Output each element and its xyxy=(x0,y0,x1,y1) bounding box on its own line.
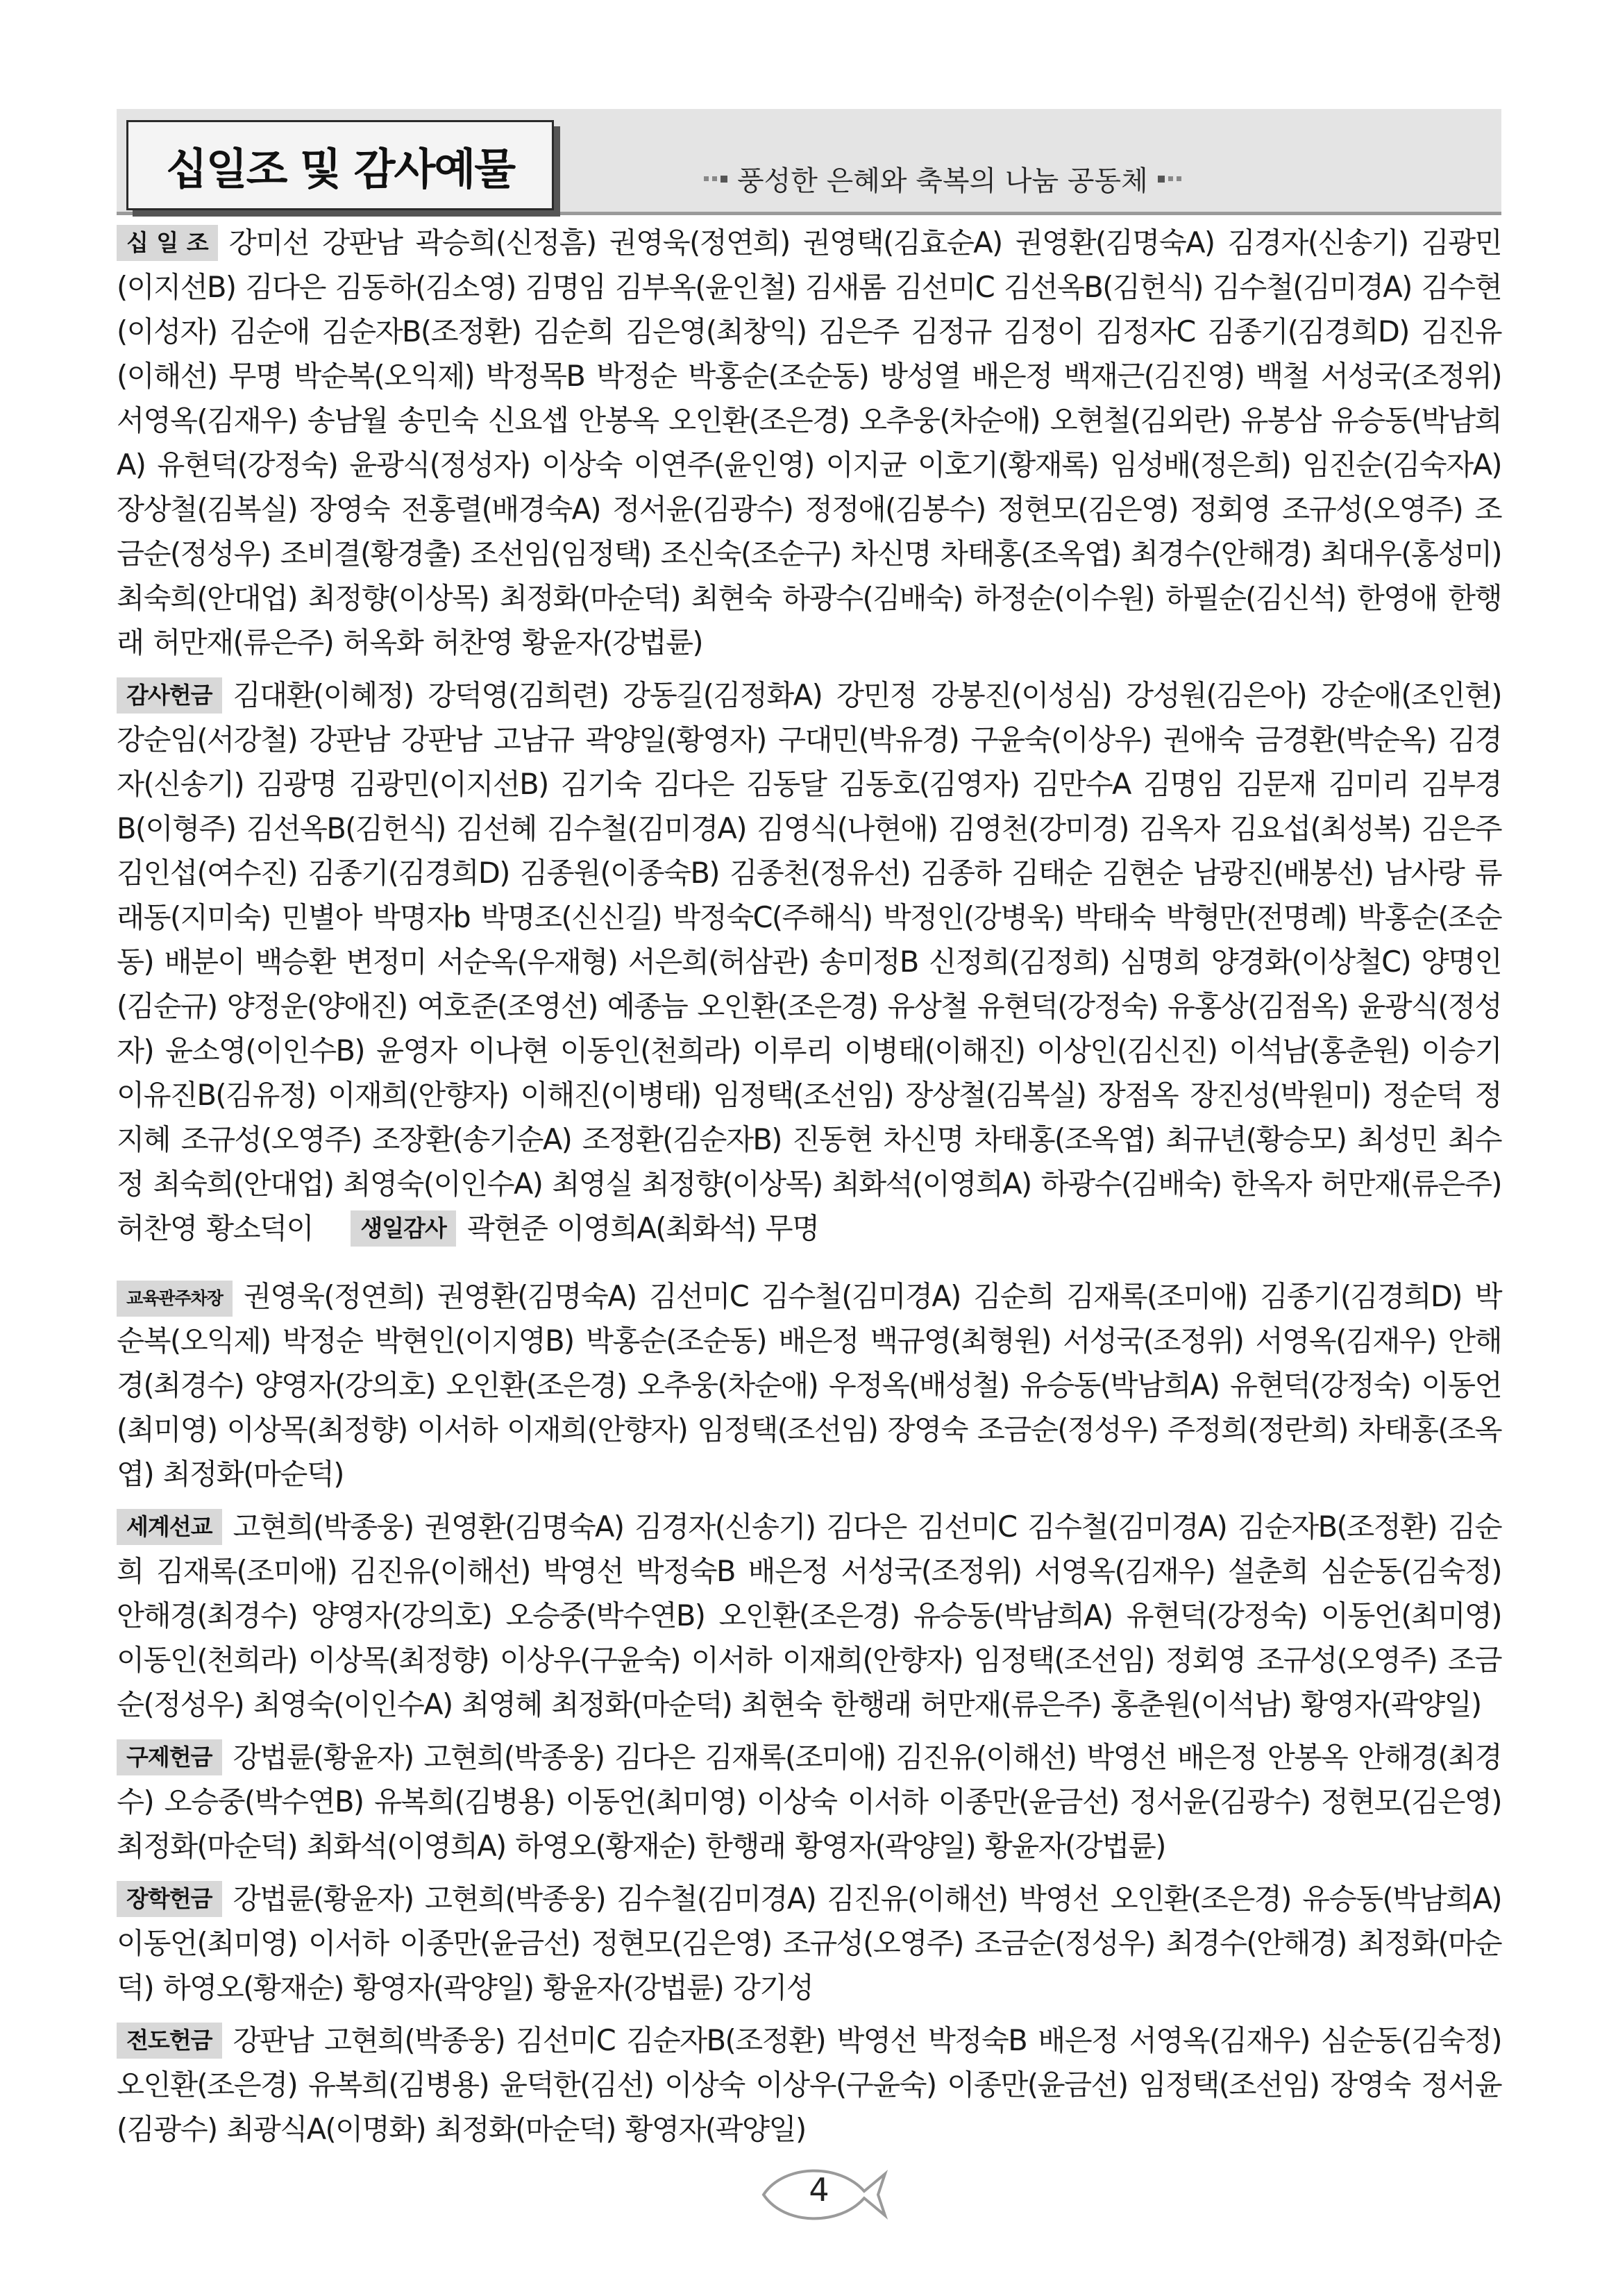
section-thanks xyxy=(117,673,1501,1251)
section-names: 강판남 고현희(박종웅) 김선미C 김순자B(조정환) 박영선 박정숙B 배은정 서영옥(김재우) 심순동(김숙정) 오인환(조은경) 유복희(김병용) 윤덕한(김선) 이상숙 이상우(구윤숙) 이종만(윤금선) 임정택(조선임) 장영숙 정서윤(김광수) 최광식A(이명화) 최정화(마순덕) 황영자(곽양일) xyxy=(117,2023,1501,2146)
page-title: 십일조 및 감사예물 xyxy=(165,143,515,194)
page-subtitle xyxy=(694,159,1191,199)
section-label: 교육관주차장 xyxy=(117,1281,233,1317)
offering-list xyxy=(117,221,1501,2152)
birthday-thanks-label: 생일감사 xyxy=(351,1210,456,1247)
section-scholarship xyxy=(117,1877,1501,2010)
left-dots-icon xyxy=(704,176,727,183)
section-label: 십 일 조 xyxy=(117,225,218,261)
right-dots-icon xyxy=(1158,176,1181,183)
section-label: 세계선교 xyxy=(117,1509,222,1545)
section-parking xyxy=(117,1274,1501,1496)
section-world-mission xyxy=(117,1505,1501,1727)
section-names: 강미선 강판남 곽승희(신정흠) 권영욱(정연희) 권영택(김효순A) 권영환(김명숙A) 김경자(신송기) 김광민(이지선B) 김다은 김동하(김소영) 김명임 김부옥(윤인철) 김새롬 김선미C 김선옥B(김헌식) 김수철(김미경A) 김수현(이성자) 김순애 김순자B(조정환) 김순희 김은영(최창익) 김은주 김정규 김정이 김정자C 김종기(김경희D) 김진유(이해선) 무명 박순복(오익제) 박정목B 박정순 박홍순(조순동) 방성열 배은정 백재근(김진영) 백철 서성국(조정위) 서영옥(김재우) 송남월 송민숙 신요셉 안봉옥 오인환(조은경) 오추웅(차순애) 오현철(김외란) 유봉삼 유승동(박남희A) 유현덕(강정숙) 윤광식(정성자) 이상숙 이연주(윤인영) 이지균 이호기(황재록) 임성배(정은희) 임진순(김숙자A) 장상철(김복실) 장영숙 전홍렬(배경숙A) 정서윤(김광수) 정정애(김봉수) 정현모(김은영) 정회영 조규성(오영주) 조금순(정성우) 조비결(황경출) 조선임(임정택) 조신숙(조순구) 차신명 차태홍(조옥엽) 최경수(안해경) 최대우(홍성미) 최숙희(안대업) 최정향(이상목) 최정화(마순덕) 최현숙 하광수(김배숙) 하정순(이수원) 하필순(김신석) 한영애 한행래 허만재(류은주) 허옥화 허찬영 황윤자(강법륜) xyxy=(117,226,1501,659)
section-label: 장학헌금 xyxy=(117,1881,222,1917)
page-footer xyxy=(750,2160,888,2229)
birthday-thanks-names: 곽현준 이영희A(최화석) 무명 xyxy=(466,1211,819,1245)
section-names: 권영욱(정연희) 권영환(김명숙A) 김선미C 김수철(김미경A) 김순희 김재록(조미애) 김종기(김경희D) 박순복(오익제) 박정순 박현인(이지영B) 박홍순(조순동) 배은정 백규영(최형원) 서성국(조정위) 서영옥(김재우) 안해경(최경수) 양영자(강의호) 오인환(조은경) 오추웅(차순애) 우정옥(배성철) 유승동(박남희A) 유현덕(강정숙) 이동언(최미영) 이상목(최정향) 이서하 이재희(안향자) 임정택(조선임) 장영숙 조금순(정성우) 주정희(정란희) 차태홍(조옥엽) 최정화(마순덕) xyxy=(117,1279,1501,1491)
section-names: 강법륜(황윤자) 고현희(박종웅) 김수철(김미경A) 김진유(이해선) 박영선 오인환(조은경) 유승동(박남희A) 이동언(최미영) 이서하 이종만(윤금선) 정현모(김은영) 조규성(오영주) 조금순(정성우) 최경수(안해경) 최정화(마순덕) 하영오(황재순) 황영자(곽양일) 황윤자(강법륜) 강기성 xyxy=(117,1882,1501,2004)
section-names: 김대환(이혜정) 강덕영(김희련) 강동길(김정화A) 강민정 강봉진(이성심) 강성원(김은아) 강순애(조인현) 강순임(서강철) 강판남 강판남 고남규 곽양일(황영자) 구대민(박유경) 구윤숙(이상우) 권애숙 금경환(박순옥) 김경자(신송기) 김광명 김광민(이지선B) 김기숙 김다은 김동달 김동호(김영자) 김만수A 김명임 김문재 김미리 김부경B(이형주) 김선옥B(김헌식) 김선혜 김수철(김미경A) 김영식(나현애) 김영천(강미경) 김옥자 김요섭(최성복) 김은주 김인섭(여수진) 김종기(김경희D) 김종원(이종숙B) 김종천(정유선) 김종하 김태순 김현순 남광진(배봉선) 남사랑 류래동(지미숙) 민별아 박명자b 박명조(신신길) 박정숙C(주해식) 박정인(강병욱) 박태숙 박형만(전명례) 박홍순(조순동) 배분이 백승환 변정미 서순옥(우재형) 서은희(허삼관) 송미정B 신정희(김정희) 심명희 양경화(이상철C) 양명인(김순규) 양정운(양애진) 여호준(조영선) 예종늠 오인환(조은경) 유상철 유현덕(강정숙) 유홍상(김점옥) 윤광식(정성자) 윤소영(이인수B) 윤영자 이나현 이동인(천희라) 이루리 이병태(이해진) 이상인(김신진) 이석남(홍춘원) 이승기 이유진B(김유정) 이재희(안향자) 이해진(이병태) 임정택(조선임) 장상철(김복실) 장점옥 장진성(박원미) 정순덕 정지혜 조규성(오영주) 조장환(송기순A) 조정환(김순자B) 진동현 차신명 차태홍(조옥엽) 최규년(황승모) 최성민 최수정 최숙희(안대업) 최영숙(이인수A) 최영실 최정향(이상목) 최화석(이영희A) 하광수(김배숙) 한옥자 허만재(류은주) 허찬영 황소덕이 xyxy=(117,678,1501,1245)
section-names: 강법륜(황윤자) 고현희(박종웅) 김다은 김재록(조미애) 김진유(이해선) 박영선 배은정 안봉옥 안해경(최경수) 오승중(박수연B) 유복희(김병용) 이동언(최미영) 이상숙 이서하 이종만(윤금선) 정서윤(김광수) 정현모(김은영) 최정화(마순덕) 최화석(이영희A) 하영오(황재순) 한행래 황영자(곽양일) 황윤자(강법륜) xyxy=(117,1740,1501,1863)
title-box xyxy=(126,120,554,210)
subtitle-text: 풍성한 은혜와 축복의 나눔 공동체 xyxy=(737,165,1148,197)
page-number: 4 xyxy=(809,2171,829,2209)
section-tithe xyxy=(117,221,1501,665)
section-evangelism xyxy=(117,2018,1501,2152)
section-label: 전도헌금 xyxy=(117,2023,222,2059)
page-header xyxy=(117,109,1501,215)
section-label: 구제헌금 xyxy=(117,1739,222,1775)
section-relief xyxy=(117,1735,1501,1868)
section-names: 고현희(박종웅) 권영환(김명숙A) 김경자(신송기) 김다은 김선미C 김수철(김미경A) 김순자B(조정환) 김순희 김재록(조미애) 김진유(이해선) 박영선 박정숙B 배은정 서성국(조정위) 서영옥(김재우) 설춘희 심순동(김숙정) 안해경(최경수) 양영자(강의호) 오승중(박수연B) 오인환(조은경) 유승동(박남희A) 유현덕(강정숙) 이동언(최미영) 이동인(천희라) 이상목(최정향) 이상우(구윤숙) 이서하 이재희(안향자) 임정택(조선임) 정회영 조규성(오영주) 조금순(정성우) 최영숙(이인수A) 최영혜 최정화(마순덕) 최현숙 한행래 허만재(류은주) 홍춘원(이석남) 황영자(곽양일) xyxy=(117,1510,1501,1721)
section-label: 감사헌금 xyxy=(117,677,222,714)
